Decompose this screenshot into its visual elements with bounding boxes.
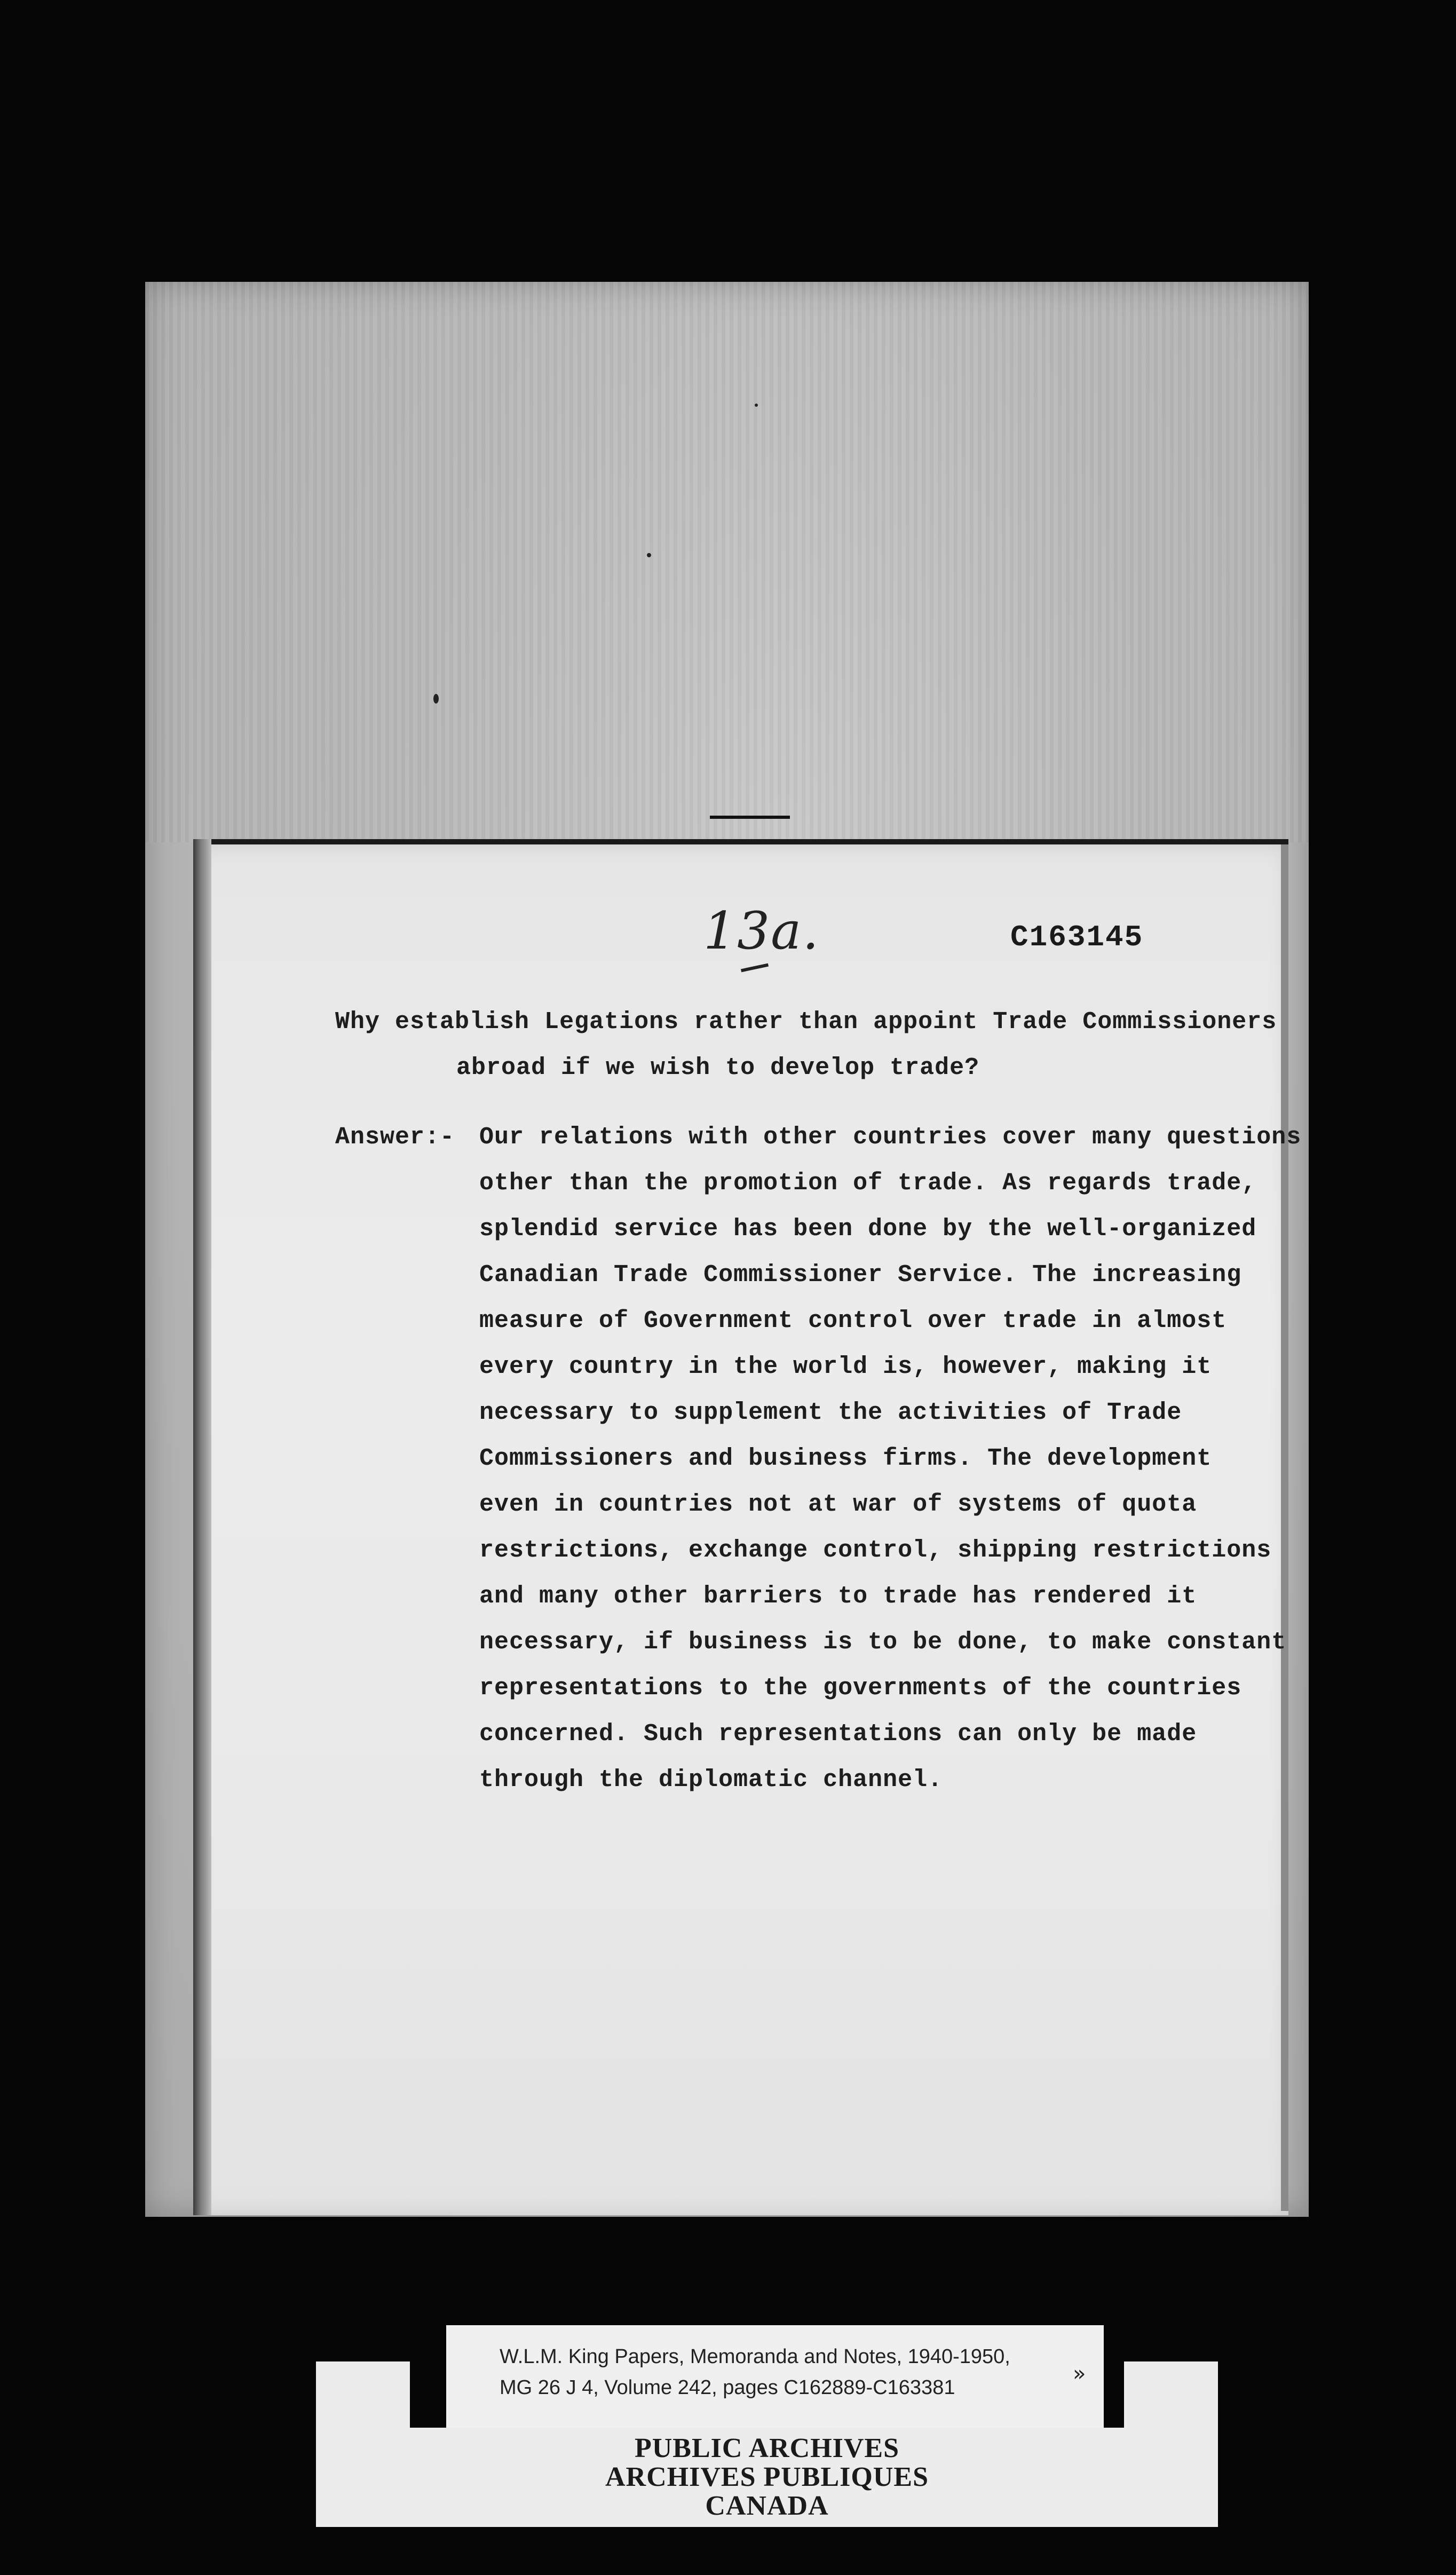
dust-speck [433,694,439,704]
archive-institution [316,2434,1218,2521]
institution-english: PUBLIC ARCHIVES [634,2433,900,2463]
answer-line: concerned. Such representations can only be made [479,1720,1197,1748]
answer-line: Canadian Trade Commissioner Service. The increasing [479,1261,1242,1289]
answer-line: Our relations with other countries cover many questions [479,1124,1302,1151]
answer-line: other than the promotion of trade. As regards trade, [479,1170,1257,1197]
dust-speck [647,553,651,557]
label-notch [1104,2361,1124,2428]
archive-mark: » [1073,2361,1086,2386]
answer-line: necessary to supplement the activities of Trade [479,1399,1182,1426]
page-left-edge [193,839,211,2215]
citation-line-2: MG 26 J 4, Volume 242, pages C162889-C163381 [500,2376,955,2399]
institution-country: CANADA [705,2491,829,2521]
label-notch [410,2361,446,2428]
answer-line: Commissioners and business firms. The development [479,1445,1212,1472]
answer-line: even in countries not at war of systems of quota [479,1491,1197,1518]
question-line-2: abroad if we wish to develop trade? [456,1054,980,1081]
answer-line: every country in the world is, however, making it [479,1353,1212,1380]
institution-french: ARCHIVES PUBLIQUES [605,2462,929,2492]
answer-line: representations to the governments of the countries [479,1674,1242,1702]
dust-speck [755,404,758,407]
answer-body [479,1115,1301,1803]
answer-line: splendid service has been done by the well-organized [479,1215,1257,1243]
scratch-mark [710,816,790,819]
answer-label: Answer:- [335,1124,455,1151]
answer-line: necessary, if business is to be done, to make constant [479,1629,1287,1656]
answer-line: measure of Government control over trade in almost [479,1307,1227,1334]
question-line-1: Why establish Legations rather than appoint Trade Commissioners [335,1008,1277,1036]
archive-citation-text [500,2341,1010,2403]
handwritten-page-number: 13a. [703,901,820,961]
citation-line-1: W.L.M. King Papers, Memoranda and Notes, 1940-1950, [500,2345,1010,2368]
answer-line: and many other barriers to trade has rendered it [479,1583,1197,1610]
answer-line: through the diplomatic channel. [479,1766,943,1794]
answer-line: restrictions, exchange control, shipping restrictions [479,1537,1272,1564]
reference-code: C163145 [1010,920,1144,954]
